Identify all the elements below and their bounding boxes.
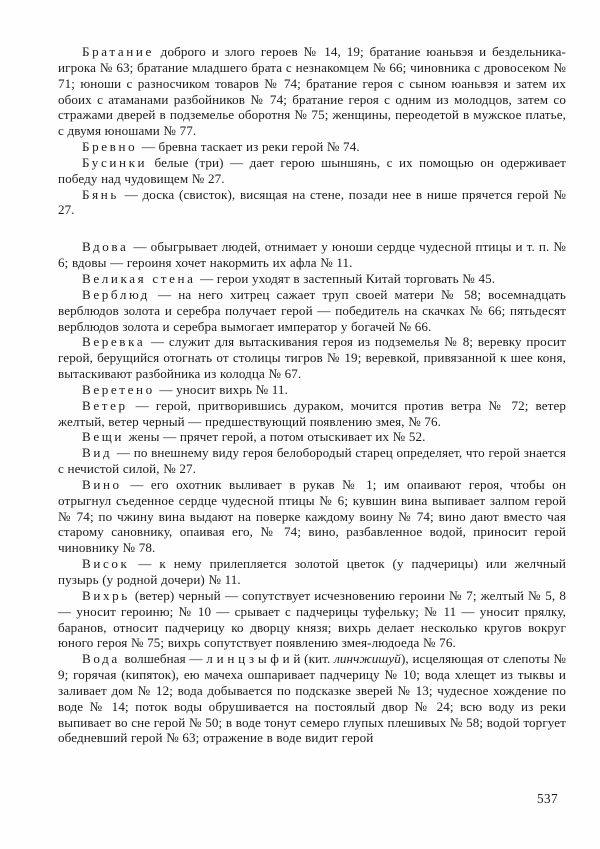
entry-body: доброго и злого героев № 14, 19; братание юаньвэя и бездельника-игрока № 63; братание младшего брата с незнакомцем № 66; чиновника с дровосеком № 71; юноши с разносчиком товаров № 74; братание героя с сыном юаньвэя и затем их обоих с атаманами разбойников № 74; братание героя с одним из молодцов, затем со стражами дверей в подземелье оборотня № 75; женщины, переодетой в мужское платье, с двумя юношами № 77. xyxy=(58,44,566,139)
chinese-term-italic: линчжишуй xyxy=(334,651,401,667)
entry-body: — его охотник выливает в рукав № 1; им опаивают героя, чтобы он отрыгнул съеденное сердце чудесной птицы № 6; кувшин вина выпивает залпом герой № 74; по чжину вина выдают на поверке каждому воину № 74; вино дают вместо чая старому сановнику, опаивая его, № 74; вино, разбавленное водой, приносит герой чиновнику № 78. xyxy=(58,476,566,556)
entry-body-pre: волшебная — л и н ц з ы ф и й (кит. xyxy=(120,651,335,667)
entry-body: (ветер) черный — сопутствует исчезновению героини № 7; желтый № 5, 8 — уносит героиню; № 10 — срывает с падчерицы туфельку; № 11 — уносит прялку, баранов, относит падчерицу ко дворцу князя; вихрь делает несколько кругов вокруг юного героя № 75; вихрь сопутствует появлению змея-людоеда № 76. xyxy=(58,587,566,651)
page-number: 537 xyxy=(537,791,558,806)
headword: Верблюд xyxy=(82,286,150,302)
entry-vikhr xyxy=(58,588,566,651)
entry-businki xyxy=(58,155,566,187)
headword: Веретено xyxy=(82,381,155,397)
entry-brevno xyxy=(58,139,566,155)
entry-body: — к нему прилепляется золотой цветок (у падчерицы) или желчный пузырь (у родной дочери) № 11. xyxy=(58,556,566,587)
entry-vdova xyxy=(58,239,566,271)
entry-body: — бревна таскает из реки герой № 74. xyxy=(138,139,360,155)
entry-vino xyxy=(58,477,566,556)
headword: Братание xyxy=(82,44,154,59)
entry-verevka xyxy=(58,334,566,382)
headword: Великая стена xyxy=(82,270,196,286)
entry-body: — герой, притворившись дураком, мочится против ветра № 72; ветер желтый, ветер черный — предшествующий появлению змея, № 76. xyxy=(58,397,566,429)
headword: Висок xyxy=(82,556,130,572)
entry-vid xyxy=(58,445,566,477)
entry-verblyud xyxy=(58,287,566,335)
text-column xyxy=(58,44,566,746)
entry-body: — служит для вытаскивания героя из подземелья № 8; веревку просит герой, берущийся отогнать от столицы тигров № 19; веревкой, привязанной к шее коня, вытаскивают разбойника из колодца № 67. xyxy=(58,334,566,382)
headword: Вихрь xyxy=(82,587,130,603)
headword: Вода xyxy=(82,651,120,667)
entry-body: — по внешнему виду героя белобородый старец определяет, что герой знается с нечистой силой, № 27. xyxy=(58,445,566,477)
entry-body: — обыгрывает людей, отнимает у юноши сердце чудесной птицы и т. п. № 6; вдовы — героиня хочет накормить их афла № 11. xyxy=(58,239,566,271)
entry-body: — доска (свисток), висящая на стене, позади нее в нише прячется герой № 27. xyxy=(58,186,566,218)
section-b xyxy=(58,44,566,218)
headword: Вино xyxy=(82,476,122,492)
headword: Ветер xyxy=(82,397,128,413)
entry-byan xyxy=(58,187,566,219)
headword: Веревка xyxy=(82,334,146,350)
entry-vereteno xyxy=(58,382,566,398)
entry-voda xyxy=(58,651,566,746)
headword: Бянь xyxy=(82,186,119,202)
entry-body: белые (три) — дает герою шыншянь, с их помощью он одерживает победу над чудовищем № 27. xyxy=(58,154,566,186)
headword: Вдова xyxy=(82,239,129,255)
entry-velikaya-stena xyxy=(58,271,566,287)
entry-veshchi xyxy=(58,429,566,445)
headword: Вид xyxy=(82,445,113,461)
headword: Бревно xyxy=(82,139,138,155)
entry-body: — герои уходят в застепный Китай торговать № 45. xyxy=(196,270,496,286)
entry-visok xyxy=(58,556,566,588)
section-separator xyxy=(58,218,566,239)
entry-bratanie xyxy=(58,44,566,139)
entry-body-post: ), исцеляющая от слепоты № 9; горячая (кипяток), ею мачеха ошпаривает падчерицу № 10; вода хлещет из тыквы и заливает дом № 12; вода добывается по подсказке зверей № 13; чудесное хождение по воде № 14; поток воды обрушивается на постоялый двор № 24; всю воду из реки выпивает во сне герой № 50; в воде тонут семеро глупых плешивых № 58; водой торгует обедневший герой № 63; отражение в воде видит герой xyxy=(58,651,566,746)
headword: Вещи xyxy=(82,429,125,445)
entry-body: — на него хитрец сажает труп своей матери № 58; восемнадцать верблюдов золота и серебра получает герой — победитель на скачках № 66; пятьдесят верблюдов золота и серебра вымогает император у богачей № 66. xyxy=(58,286,566,334)
section-v xyxy=(58,239,566,746)
headword: Бусинки xyxy=(82,154,148,170)
entry-veter xyxy=(58,398,566,430)
entry-body: — уносит вихрь № 11. xyxy=(155,381,288,397)
entry-body: жены — прячет герой, а потом отыскивает их № 52. xyxy=(125,429,426,445)
